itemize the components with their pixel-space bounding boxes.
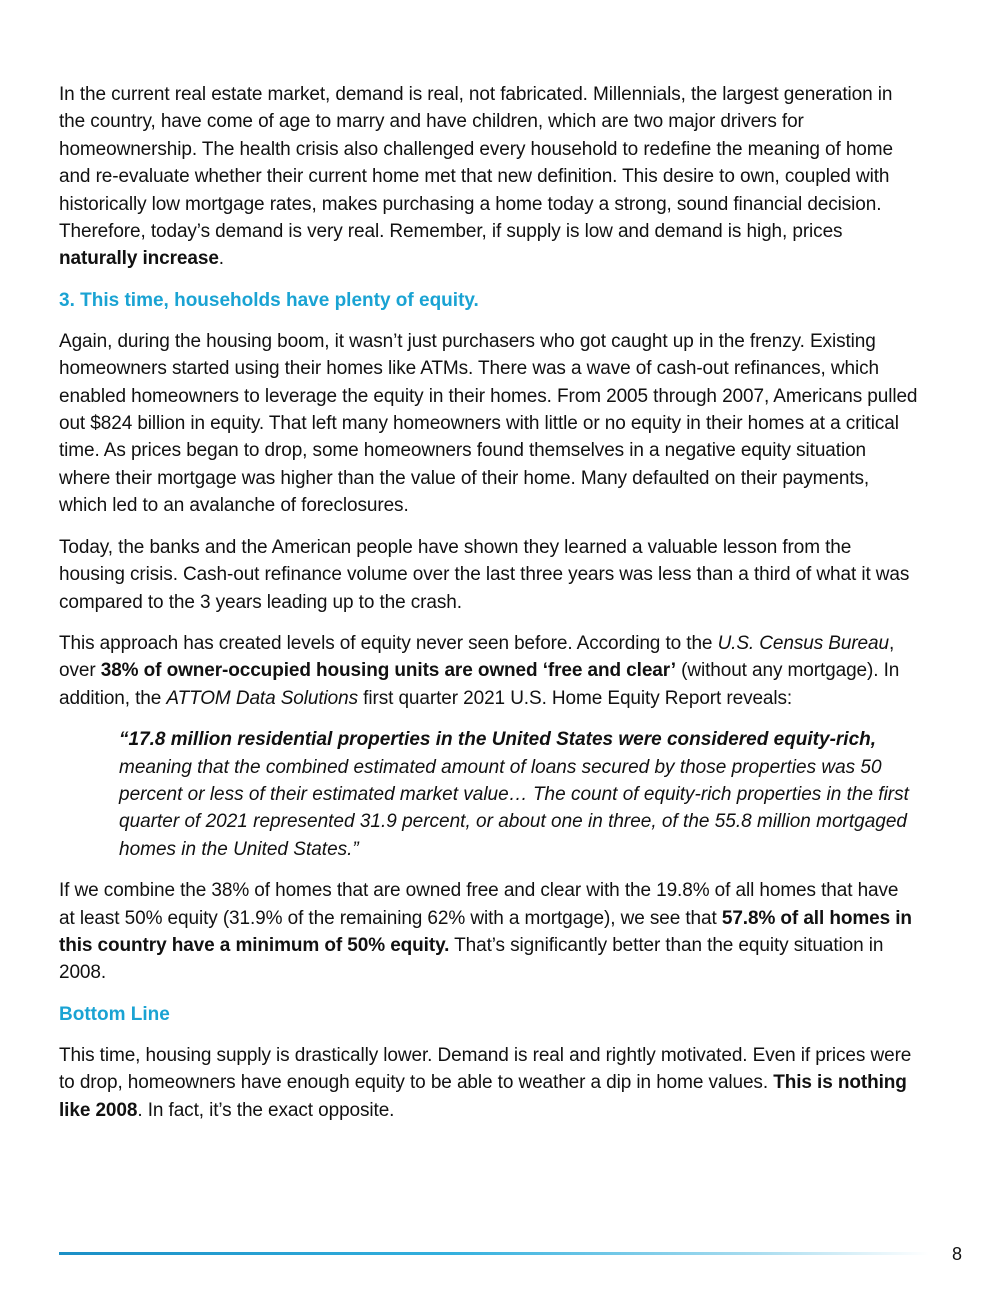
source-name: ATTOM Data Solutions: [166, 687, 358, 709]
bold-emphasis: naturally increase: [59, 248, 219, 270]
bold-emphasis: 57.8% of all homes in this country have a minimum of 50% equity.: [59, 907, 912, 956]
paragraph-text: (without any mortgage). In addition, the: [59, 660, 900, 709]
bold-emphasis: 38% of owner-occupied housing units are owned ‘free and clear’: [100, 660, 676, 682]
attom-quote: [119, 726, 919, 863]
source-name: U.S. Census Bureau: [717, 632, 889, 654]
paragraph-text: .: [218, 248, 224, 270]
quote-text: meaning that the combined estimated amount of loans secured by those properties was 50 percent or less of their estimated market value… The count of equity-rich properties in the first quarter of 2021 represented 31.9 percent, or about one in three, of the 55.8 million mortgaged homes in the United States.”: [119, 756, 909, 860]
paragraph-banks-lesson: Today, the banks and the American people have shown they learned a valuable lesson from the housing crisis. Cash-out refinance volume over the last three years was less than a third of what it was compared to the 3 years leading up to the crash.: [59, 536, 910, 613]
quote-bold-lead: “17.8 million residential properties in the United States were considered equity-rich,: [119, 729, 877, 751]
paragraph-text: This time, housing supply is drastically lower. Demand is real and rightly motivated. Even if prices were to drop, homeowners have enough equity to be able to weather a dip in home values.: [59, 1044, 912, 1094]
paragraph-text: If we combine the 38% of homes that are owned free and clear with the 19.8% of all homes that have at least 50% equity (31.9% of the remaining 62% with a mortgage), we see that: [59, 880, 899, 929]
paragraph-text: first quarter 2021 U.S. Home Equity Report reveals:: [358, 687, 793, 709]
paragraph-text: , over: [59, 632, 895, 682]
section-heading-equity: 3. This time, households have plenty of equity.: [59, 289, 479, 311]
paragraph-equity-levels: [59, 630, 919, 712]
paragraph-demand: [59, 81, 919, 273]
paragraph-combined-equity: [59, 877, 919, 987]
section-heading-bottom-line: Bottom Line: [59, 1003, 170, 1025]
paragraph-text: . In fact, it’s the exact opposite.: [137, 1099, 395, 1121]
page-content: [59, 81, 919, 1124]
paragraph-housing-boom: Again, during the housing boom, it wasn’t just purchasers who got caught up in the frenzy. Existing homeowners started using their homes like ATMs. There was a wave of cash-out refinances, which enabled homeowners to leverage the equity in their homes. From 2005 through 2007, Americans pulled out $824 billion in equity. That left many homeowners with little or no equity in their homes at a critical time. As prices began to drop, some homeowners found themselves in a negative equity situation where their mortgage was higher than the value of their home. Many defaulted on their payments, which led to an avalanche of foreclosures.: [59, 330, 918, 517]
page-number: 8: [952, 1244, 963, 1264]
paragraph-text: This approach has created levels of equity never seen before. According to the: [59, 632, 718, 654]
paragraph-bottom-line: [59, 1042, 919, 1124]
paragraph-text: That’s significantly better than the equity situation in 2008.: [59, 934, 884, 984]
bold-emphasis: This is nothing like 2008: [59, 1072, 907, 1121]
footer-divider: [59, 1252, 929, 1255]
paragraph-text: In the current real estate market, demand is real, not fabricated. Millennials, the largest generation in the country, have come of age to marry and have children, which are two major drivers for homeownership. The health crisis also challenged every household to redefine the meaning of home and re-evaluate whether their current home met that new definition. This desire to own, coupled with historically low mortgage rates, makes purchasing a home today a strong, sound financial decision. Therefore, today’s demand is very real. Remember, if supply is low and demand is high, prices: [59, 84, 893, 243]
